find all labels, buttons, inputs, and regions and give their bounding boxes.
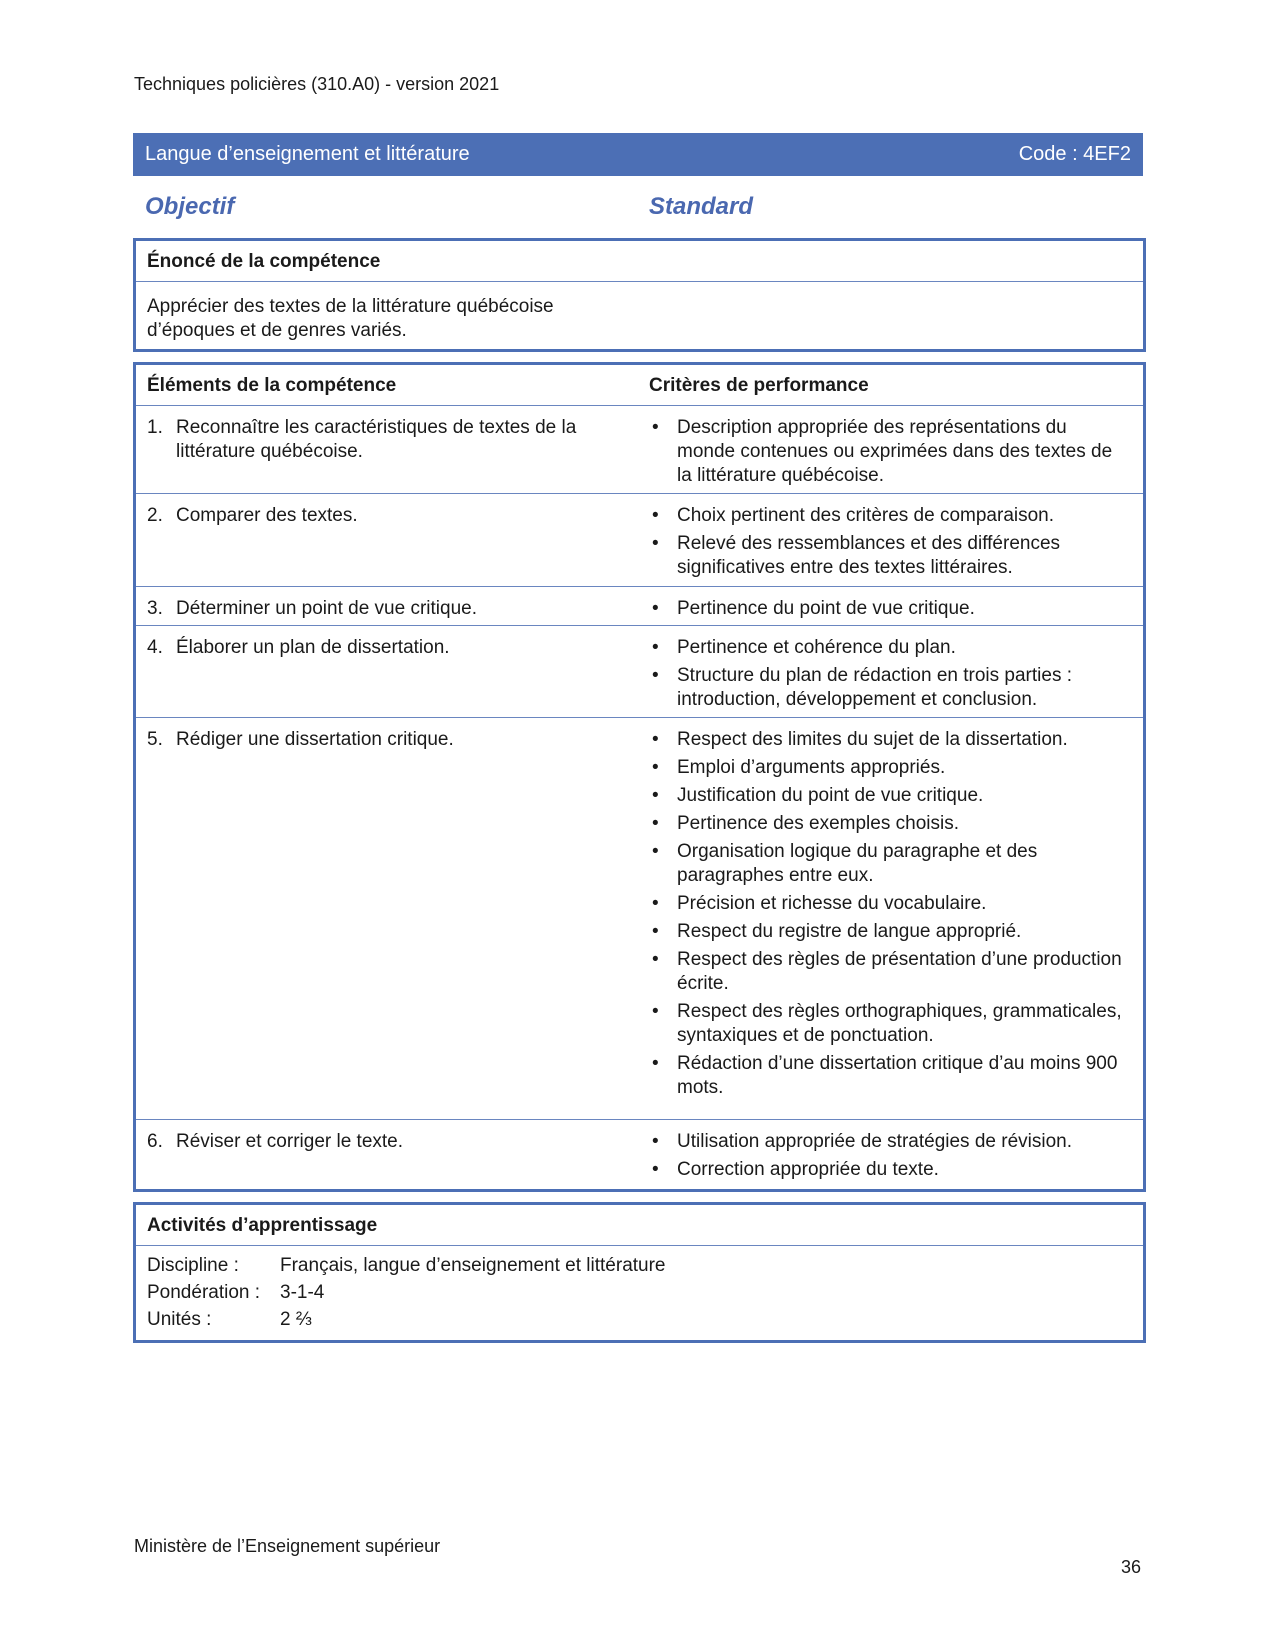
element-label: Reconnaître les caractéristiques de textes de la littérature québécoise. (176, 417, 577, 462)
element-text (147, 728, 617, 752)
elements-heading: Éléments de la compétence (147, 375, 397, 396)
criteria-list (649, 504, 1129, 584)
criterion-text: Pertinence du point de vue critique. (677, 598, 975, 619)
ministry-footer: Ministère de l’Enseignement supérieur (134, 1536, 441, 1556)
competence-row (136, 717, 1143, 1120)
element-text (147, 597, 617, 621)
criterion-item (649, 756, 1129, 780)
bullet-icon: • (652, 1053, 659, 1074)
criteria-list (649, 597, 1129, 625)
competence-row (136, 1119, 1143, 1190)
criteria-list (649, 728, 1129, 1104)
activites-box (133, 1202, 1146, 1343)
element-label: Comparer des textes. (176, 505, 358, 526)
element-label: Déterminer un point de vue critique. (176, 598, 477, 619)
criteria-list (649, 416, 1129, 492)
element-number: 3. (147, 598, 163, 619)
criterion-item (649, 532, 1129, 580)
competence-row (136, 625, 1143, 718)
activites-heading: Activités d’apprentissage (147, 1215, 378, 1236)
element-label: Élaborer un plan de dissertation. (176, 637, 450, 658)
criterion-text: Pertinence et cohérence du plan. (677, 637, 956, 658)
bullet-icon: • (652, 841, 659, 862)
bullet-icon: • (652, 729, 659, 750)
bullet-icon: • (652, 949, 659, 970)
criterion-text: Emploi d’arguments appropriés. (677, 757, 946, 778)
criterion-text: Précision et richesse du vocabulaire. (677, 893, 987, 914)
criterion-item (649, 840, 1129, 888)
enonce-header (136, 241, 1143, 282)
bullet-icon: • (652, 757, 659, 778)
criterion-item (649, 948, 1129, 996)
criterion-item (649, 504, 1129, 528)
course-title: Langue d’enseignement et littérature (145, 143, 470, 165)
enonce-box (133, 238, 1146, 352)
competence-row (136, 405, 1143, 494)
standard-heading: Standard (649, 193, 754, 220)
criterion-item (649, 416, 1129, 488)
objectif-heading: Objectif (145, 193, 235, 220)
activites-header (136, 1205, 1143, 1246)
criterion-item (649, 892, 1129, 916)
element-number: 4. (147, 637, 163, 658)
bullet-icon: • (652, 417, 659, 438)
ponderation-line (147, 1282, 324, 1304)
elements-box (133, 362, 1146, 1192)
bullet-icon: • (652, 813, 659, 834)
page-number: 36 (1121, 1557, 1142, 1577)
bullet-icon: • (652, 505, 659, 526)
criterion-text: Respect des règles orthographiques, grammaticales, syntaxiques et de ponctuation. (677, 1001, 1122, 1046)
criterion-text: Pertinence des exemples choisis. (677, 813, 959, 834)
element-text (147, 1130, 617, 1154)
bullet-icon: • (652, 1001, 659, 1022)
discipline-line (147, 1255, 666, 1277)
competence-row (136, 586, 1143, 626)
criteres-heading: Critères de performance (649, 375, 869, 396)
element-text (147, 504, 617, 528)
criteria-list (649, 636, 1129, 716)
element-label: Rédiger une dissertation critique. (176, 729, 454, 750)
criteria-list (649, 1130, 1129, 1186)
unites-label: Unités : (147, 1309, 212, 1330)
bullet-icon: • (652, 1159, 659, 1180)
criterion-item (649, 784, 1129, 808)
criterion-item (649, 636, 1129, 660)
course-code: Code : 4EF2 (1018, 143, 1131, 165)
criterion-item (649, 728, 1129, 752)
criterion-item (649, 920, 1129, 944)
ponderation-label: Pondération : (147, 1282, 261, 1303)
bullet-icon: • (652, 1131, 659, 1152)
unites-value: 2 ⅔ (280, 1309, 312, 1330)
element-number: 1. (147, 417, 163, 438)
criterion-item (649, 597, 1129, 621)
criterion-text: Utilisation appropriée de stratégies de révision. (677, 1131, 1072, 1152)
criterion-item (649, 1052, 1129, 1100)
criterion-text: Justification du point de vue critique. (677, 785, 984, 806)
criterion-text: Structure du plan de rédaction en trois parties : introduction, développement et conclusion. (677, 665, 1073, 710)
element-text (147, 636, 617, 660)
bullet-icon: • (652, 598, 659, 619)
unites-line (147, 1309, 312, 1331)
ponderation-value: 3-1-4 (280, 1282, 325, 1303)
course-title-bar (133, 133, 1143, 176)
element-label: Réviser et corriger le texte. (176, 1131, 404, 1152)
bullet-icon: • (652, 533, 659, 554)
criterion-item (649, 812, 1129, 836)
objectif-standard-row (145, 193, 1135, 223)
program-header: Techniques policières (310.A0) - version 2021 (134, 74, 500, 94)
discipline-value: Français, langue d’enseignement et littérature (280, 1255, 666, 1276)
element-number: 6. (147, 1131, 163, 1152)
bullet-icon: • (652, 665, 659, 686)
enonce-text: Apprécier des textes de la littérature québécoise d’époques et de genres variés. (147, 296, 554, 341)
criterion-text: Respect des limites du sujet de la dissertation. (677, 729, 1068, 750)
criterion-text: Description appropriée des représentations du monde contenues ou exprimées dans des textes de la littérature québécoise. (677, 417, 1113, 486)
criterion-text: Relevé des ressemblances et des différences significatives entre des textes littéraires. (677, 533, 1061, 578)
element-number: 5. (147, 729, 163, 750)
bullet-icon: • (652, 637, 659, 658)
bullet-icon: • (652, 893, 659, 914)
bullet-icon: • (652, 921, 659, 942)
bullet-icon: • (652, 785, 659, 806)
criterion-item (649, 1130, 1129, 1154)
criterion-item (649, 1000, 1129, 1048)
criterion-text: Respect du registre de langue approprié. (677, 921, 1022, 942)
element-text (147, 416, 617, 464)
criterion-text: Respect des règles de présentation d’une production écrite. (677, 949, 1122, 994)
competence-row (136, 493, 1143, 587)
criterion-text: Choix pertinent des critères de comparaison. (677, 505, 1055, 526)
criterion-text: Correction appropriée du texte. (677, 1159, 939, 1180)
criterion-text: Organisation logique du paragraphe et des paragraphes entre eux. (677, 841, 1038, 886)
criterion-item (649, 1158, 1129, 1182)
elements-header (136, 365, 1143, 406)
element-number: 2. (147, 505, 163, 526)
criterion-item (649, 664, 1129, 712)
discipline-label: Discipline : (147, 1255, 239, 1276)
enonce-heading: Énoncé de la compétence (147, 251, 381, 272)
criterion-text: Rédaction d’une dissertation critique d’au moins 900 mots. (677, 1053, 1118, 1098)
